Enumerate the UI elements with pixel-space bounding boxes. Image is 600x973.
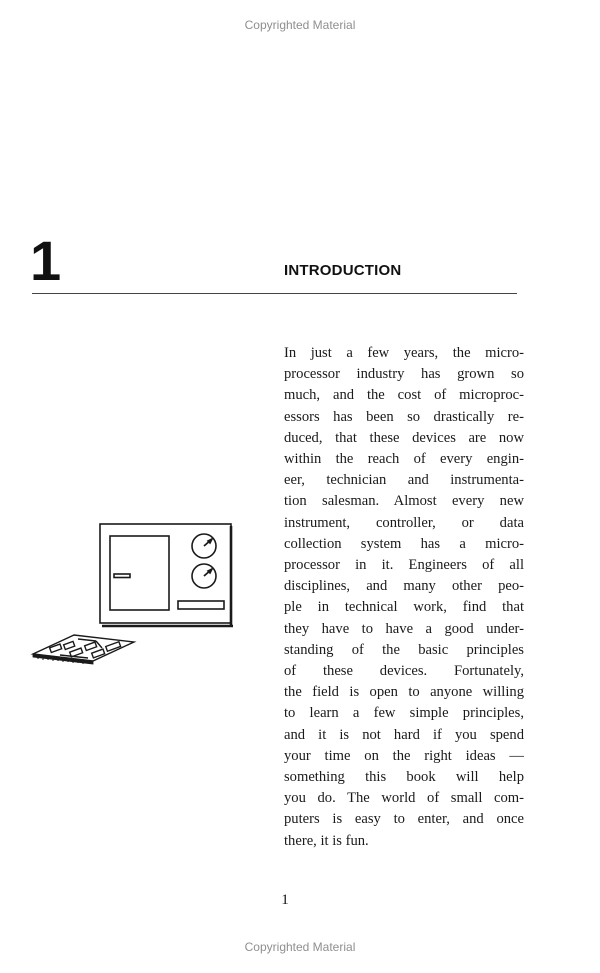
paragraph-line: ple in technical work, find that xyxy=(284,599,524,616)
copyright-watermark-top: Copyrighted Material xyxy=(244,18,356,32)
paragraph-line: eer, technician and instrumenta- xyxy=(284,472,524,489)
instrument-panel-and-circuit-board-icon xyxy=(30,518,240,673)
chapter-number: 1 xyxy=(30,229,62,292)
paragraph-line: duced, that these devices are now xyxy=(284,429,524,446)
chapter-title: INTRODUCTION xyxy=(284,262,402,279)
paragraph-line: collection system has a micro- xyxy=(284,535,524,552)
paragraph-line: the field is open to anyone willing xyxy=(284,684,524,701)
paragraph-line: processor in it. Engineers of all xyxy=(284,557,524,574)
paragraph-line: there, it is fun. xyxy=(284,832,369,849)
paragraph-line: In just a few years, the micro- xyxy=(284,345,524,361)
paragraph-line: of these devices. Fortunately, xyxy=(284,663,524,680)
paragraph-line: much, and the cost of microproc- xyxy=(284,387,524,404)
chapter-divider xyxy=(32,293,517,294)
paragraph-line: processor industry has grown so xyxy=(284,366,524,383)
paragraph-line: you do. The world of small com- xyxy=(284,790,524,807)
paragraph-line: essors has been so drastically re- xyxy=(284,408,524,425)
paragraph-line: instrument, controller, or data xyxy=(284,514,524,531)
copyright-watermark-bottom: Copyrighted Material xyxy=(244,940,356,954)
introduction-paragraph xyxy=(284,343,524,852)
paragraph-line: they have to have a good under- xyxy=(284,620,524,637)
paragraph-line: standing of the basic principles xyxy=(284,641,524,658)
circuit-board xyxy=(33,635,134,664)
instrument-cabinet xyxy=(100,524,233,626)
paragraph-line: to learn a few simple principles, xyxy=(284,705,524,722)
paragraph-line: tion salesman. Almost every new xyxy=(284,493,524,510)
paragraph-line: your time on the right ideas — xyxy=(284,747,524,764)
paragraph-line: something this book will help xyxy=(284,769,524,786)
page-number: 1 xyxy=(281,892,289,908)
paragraph-line: disciplines, and many other peo- xyxy=(284,578,524,595)
paragraph-line: and it is not hard if you spend xyxy=(284,726,524,743)
paragraph-line: within the reach of every engin- xyxy=(284,451,524,468)
paragraph-line: puters is easy to enter, and once xyxy=(284,811,524,828)
